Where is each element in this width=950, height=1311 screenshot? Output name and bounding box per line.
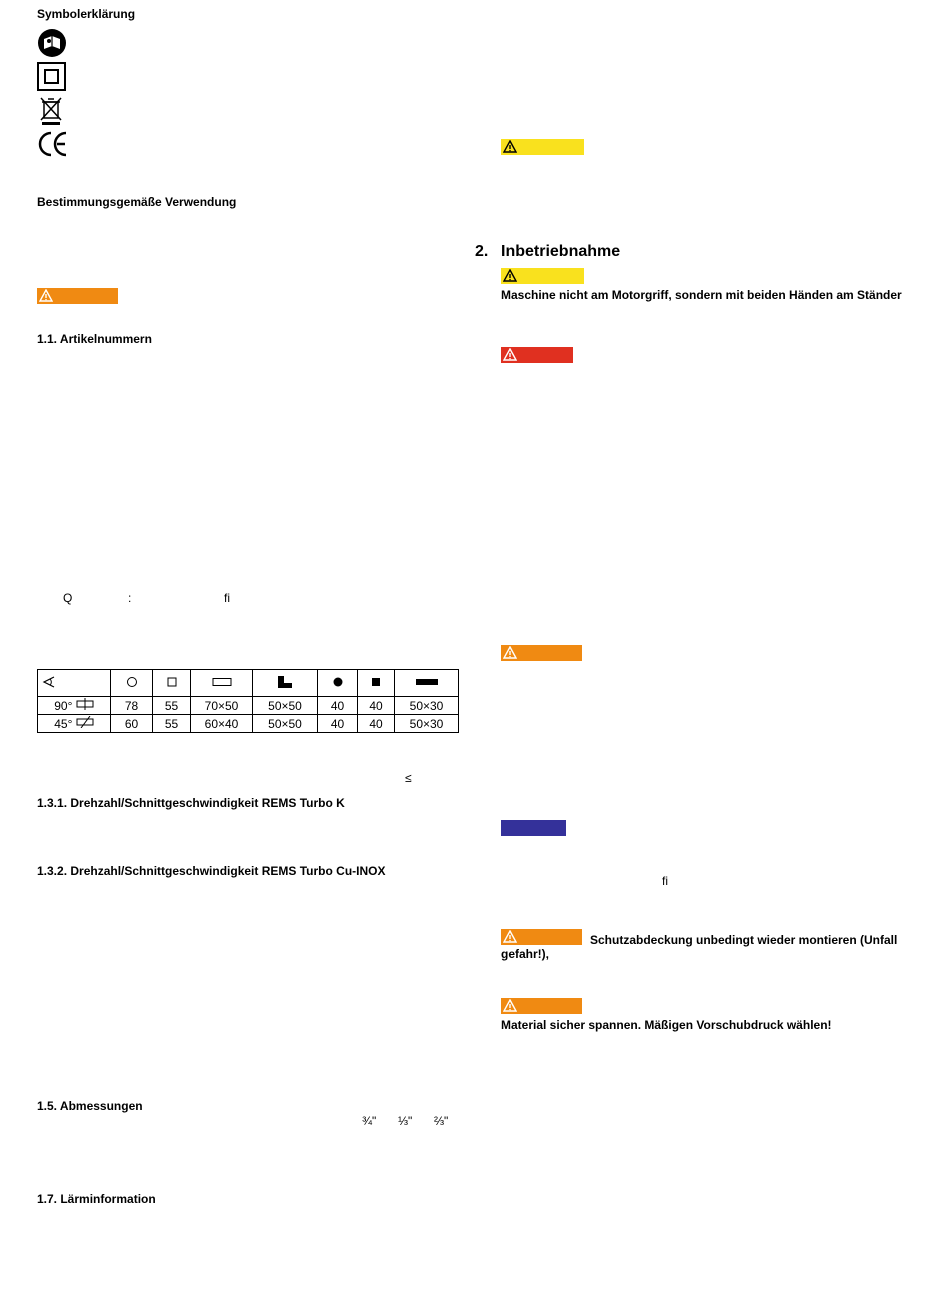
stray-text-colon: : bbox=[128, 591, 132, 605]
warning-label-bar bbox=[37, 288, 118, 304]
speed-turbo-k-heading: 1.3.1. Drehzahl/Schnittgeschwindigkeit REMS Turbo K bbox=[37, 796, 345, 810]
angle-label: 90° bbox=[54, 699, 73, 713]
stray-text-fi: fi bbox=[224, 591, 230, 605]
rect-tube-icon bbox=[191, 670, 253, 697]
table-row bbox=[38, 715, 459, 733]
read-manual-icon bbox=[37, 28, 67, 63]
ce-mark-icon bbox=[37, 130, 69, 163]
danger-label-bar bbox=[501, 347, 573, 363]
square-tube-icon bbox=[153, 670, 191, 697]
symbol-heading: Symbolerklärung bbox=[37, 7, 136, 21]
clamp-note: Material sicher spannen. Mäßigen Vorschubdruck wählen! bbox=[501, 1018, 832, 1032]
stray-text-le: ≤ bbox=[405, 771, 412, 785]
angle-label: 45° bbox=[54, 717, 73, 731]
motor-grip-note: Maschine nicht am Motorgriff, sondern mit beiden Händen am Ständer bbox=[501, 288, 902, 302]
cutting-capacity-table bbox=[37, 669, 459, 733]
warning-label-bar bbox=[501, 929, 582, 945]
round-bar-icon bbox=[318, 670, 358, 697]
table-row bbox=[38, 697, 459, 715]
section-title: Inbetriebnahme bbox=[501, 243, 621, 260]
warning-triangle-icon bbox=[39, 289, 53, 302]
fraction-text: ¾" bbox=[362, 1114, 377, 1128]
angle-cell bbox=[38, 697, 111, 715]
angle-icon bbox=[38, 670, 111, 697]
double-insulation-icon bbox=[37, 62, 67, 97]
table-cell: 60×40 bbox=[191, 715, 253, 733]
caution-label-bar bbox=[501, 139, 584, 155]
table-cell: 60 bbox=[111, 715, 153, 733]
table-cell: 55 bbox=[153, 697, 191, 715]
warning-label-bar bbox=[501, 645, 582, 661]
table-cell: 50×50 bbox=[253, 697, 318, 715]
warning-triangle-icon bbox=[503, 348, 517, 361]
dimensions-heading: 1.5. Abmessungen bbox=[37, 1099, 143, 1113]
table-cell: 50×50 bbox=[253, 715, 318, 733]
angle-profile-icon bbox=[253, 670, 318, 697]
notice-label-bar bbox=[501, 820, 566, 836]
round-tube-icon bbox=[111, 670, 153, 697]
stray-text-q: Q bbox=[63, 591, 73, 605]
article-numbers-heading: 1.1. Artikelnummern bbox=[37, 332, 152, 346]
fraction-text: ⅓" bbox=[398, 1114, 413, 1128]
speed-cu-inox-heading: 1.3.2. Drehzahl/Schnittgeschwindigkeit REMS Turbo Cu-INOX bbox=[37, 864, 386, 878]
table-cell: 78 bbox=[111, 697, 153, 715]
warning-triangle-icon bbox=[503, 646, 517, 659]
miter-cut-icon bbox=[76, 716, 94, 728]
warning-triangle-icon bbox=[503, 999, 517, 1012]
square-bar-icon bbox=[358, 670, 395, 697]
angle-cell bbox=[38, 715, 111, 733]
caution-label-bar bbox=[501, 268, 584, 284]
table-cell: 55 bbox=[153, 715, 191, 733]
cover-note-line1: Schutzabdeckung unbedingt wieder montieren (Unfall bbox=[590, 933, 898, 947]
stray-text-fi: fi bbox=[662, 874, 668, 888]
table-cell: 50×30 bbox=[395, 697, 459, 715]
section-number: 2. bbox=[475, 243, 489, 260]
warning-triangle-icon bbox=[503, 140, 517, 153]
table-cell: 40 bbox=[318, 715, 358, 733]
table-cell: 40 bbox=[358, 697, 395, 715]
table-cell: 40 bbox=[318, 697, 358, 715]
warning-triangle-icon bbox=[503, 930, 517, 943]
table-cell: 40 bbox=[358, 715, 395, 733]
flat-bar-icon bbox=[395, 670, 459, 697]
intended-use-heading: Bestimmungsgemäße Verwendung bbox=[37, 195, 237, 209]
weee-bin-icon bbox=[38, 96, 64, 131]
fraction-text: ⅔" bbox=[434, 1114, 449, 1128]
table-cell: 50×30 bbox=[395, 715, 459, 733]
warning-triangle-icon bbox=[503, 269, 517, 282]
table-header-row bbox=[38, 670, 459, 697]
noise-heading: 1.7. Lärminformation bbox=[37, 1192, 156, 1206]
cover-note-line2: gefahr!), bbox=[501, 947, 549, 961]
table-cell: 70×50 bbox=[191, 697, 253, 715]
warning-label-bar bbox=[501, 998, 582, 1014]
straight-cut-icon bbox=[76, 698, 94, 710]
